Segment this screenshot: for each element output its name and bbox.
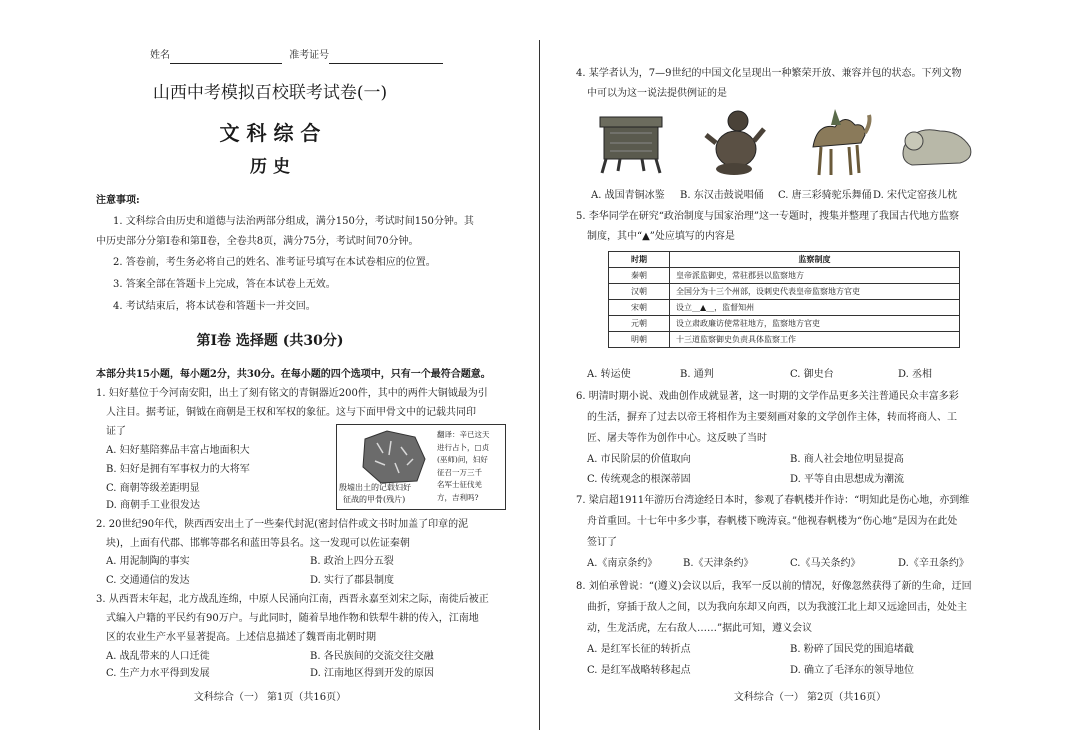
table-cell: 秦朝	[609, 268, 670, 284]
subject-title: 文 科 综 合	[219, 121, 321, 145]
table-row	[609, 268, 960, 284]
question-stem: 3. 从西晋末年起，北方战乱连绵，中原人民涌向江南，西晋永嘉至刘宋之际，南徙后被正	[96, 594, 489, 605]
notice-line: 3. 答案全部在答题卡上完成，答在本试卷上无效。	[113, 279, 336, 290]
page-footer: 文科综合（一） 第2页（共16页）	[733, 692, 887, 703]
question-stem: 证了	[106, 426, 126, 437]
exam-title: 山西中考模拟百校联考试卷(一)	[152, 83, 388, 103]
question-stem: 1. 妇好墓位于今河南安阳，出土了刻有铭文的青铜器近200件，其中的两件大铜钺最为引	[96, 388, 488, 399]
table-row	[609, 300, 960, 316]
answer-option: A. 转运使	[587, 369, 631, 380]
table-row	[609, 284, 960, 300]
question-stem: 式编入户籍的平民约有90万户。与此同时，随着旱地作物和铁犁牛耕的传入，江南地	[106, 613, 479, 624]
question-stem: 块)，上面有代郡、邯郸等郡名和蓝田等县名。这一发现可以佐证秦朝	[106, 538, 410, 549]
answer-option: B. 通判	[680, 369, 714, 380]
answer-option: A. 是红军长征的转折点	[587, 644, 691, 655]
answer-option: C. 唐三彩骑驼乐舞俑	[778, 190, 872, 201]
answer-option: D. 商朝手工业很发达	[106, 500, 201, 511]
oracle-bone-inset	[336, 424, 506, 510]
table-cell: 明朝	[609, 332, 670, 348]
answer-option: B. 粉碎了国民党的围追堵截	[790, 644, 914, 655]
question-stem: 5. 李华同学在研究“政治制度与国家治理”这一专题时，搜集并整理了我国古代地方监察	[576, 211, 959, 222]
answer-option: D. 实行了郡县制度	[310, 575, 395, 586]
answer-option: C. 御史台	[790, 369, 834, 380]
question-stem: 的生活，摒弃了过去以帝王将相作为主要刻画对象的文学创作主体，转而将商人、工	[587, 412, 957, 423]
answer-option: D. 确立了毛泽东的领导地位	[790, 665, 915, 676]
notice-line: 中历史部分分第Ⅰ卷和第Ⅱ卷，全卷共8页，满分75分，考试时间70分钟。	[96, 236, 419, 247]
notice-line: 4. 考试结束后，将本试卷和答题卡一并交回。	[113, 301, 316, 312]
question-stem: 舟首重回。十七年中多少事，春帆楼下晚涛哀。”他视春帆楼为“伤心地”是因为在此处	[587, 516, 958, 527]
name-blank	[170, 51, 282, 64]
answer-option: B. 妇好是拥有军事权力的大将军	[106, 464, 250, 475]
table-row	[609, 332, 960, 348]
answer-option: A. 市民阶层的价值取向	[587, 454, 691, 465]
answer-option: B. 各民族间的交流交往交融	[310, 651, 434, 662]
table-cell: 元朝	[609, 316, 670, 332]
question-stem: 区的农业生产水平显著提高。上述信息描述了魏晋南北朝时期	[106, 632, 376, 643]
question-stem: 7. 梁启超1911年游历台湾途经日本时，参观了春帆楼并作诗：“明知此是伤心地，亦到维	[576, 495, 970, 506]
table-cell: 全国分为十三个州部，设刺史代表皇帝监察地方官吏	[670, 284, 960, 300]
answer-option: C. 商朝等级差距明显	[106, 483, 200, 494]
table-header-row	[609, 252, 960, 268]
answer-option: C. 生产力水平得到发展	[106, 668, 210, 679]
page-footer: 文科综合（一） 第1页（共16页）	[193, 692, 347, 703]
section-title: 第Ⅰ卷 选择题 (共30分)	[196, 333, 344, 349]
notice-line: 1. 文科综合由历史和道德与法治两部分组成，满分150分，考试时间150分钟。其	[113, 216, 474, 227]
drummer-figurine-image	[694, 103, 776, 183]
answer-option: D. 宋代定窑孩儿枕	[873, 190, 958, 201]
answer-option: B. 商人社会地位明显提高	[790, 454, 904, 465]
question-stem: 匠、屠夫等作为创作中心。这反映了当时	[587, 433, 767, 444]
answer-option: D. 平等自由思想成为潮流	[790, 474, 905, 485]
question-stem: 制度，其中“▲”处应填写的内容是	[587, 231, 735, 242]
answer-option: D. 丞相	[898, 369, 933, 380]
oracle-bone-image	[357, 429, 429, 485]
name-field: 姓名 准考证号	[150, 48, 443, 64]
supervision-table	[608, 251, 960, 348]
question-stem: 动，生龙活虎，左右敌人……”据此可知，遵义会议	[587, 623, 813, 634]
bronze-ice-vessel-image	[590, 103, 672, 183]
table-cell: 皇帝派监御史，常驻郡县以监察地方	[670, 268, 960, 284]
inset-caption: 殷墟出土的记载妇好	[339, 483, 411, 492]
table-header: 监察制度	[670, 252, 960, 268]
question-stem: 中可以为这一说法提供例证的是	[587, 88, 727, 99]
answer-option: A. 妇好墓陪葬品丰富占地面积大	[106, 445, 250, 456]
answer-option: B.《天津条约》	[683, 558, 754, 569]
answer-option: B. 政治上四分五裂	[310, 556, 394, 567]
inset-translation: 翻译：辛已这天 进行占卜，□贞 (巫师)问，妇好 征召一万三千 名军士征伐羌 方，吉利吗?	[437, 430, 490, 502]
answer-option: A. 战国青铜冰鉴	[591, 190, 665, 201]
question-stem: 8. 刘伯承曾说：“(遵义)会议以后，我军一反以前的情况，好像忽然获得了新的生命，迂回	[576, 581, 972, 592]
answer-option: A. 战乱带来的人口迁徙	[106, 651, 210, 662]
answer-option: C. 交通通信的发达	[106, 575, 190, 586]
table-cell: 设立肃政廉访使常驻地方，监察地方官吏	[670, 316, 960, 332]
sub-subject-title: 历 史	[250, 157, 290, 177]
question-stem: 2. 20世纪90年代，陕西西安出土了一些秦代封泥(密封信件或文书时加盖了印章的泥	[96, 519, 469, 530]
question-stem: 6. 明清时期小说、戏曲创作成就显著，这一时期的文学作品更多关注普通民众丰富多彩	[576, 391, 959, 402]
question-stem: 人注目。据考证，铜钺在商朝是王权和军权的象征。这与下面甲骨文中的记载共同印	[106, 407, 476, 418]
table-cell: 设立__▲__，监督知州	[670, 300, 960, 316]
notice-line: 2. 答卷前，考生务必将自己的姓名、准考证号填写在本试卷相应的位置。	[113, 257, 436, 268]
question-stem: 签订了	[587, 537, 617, 548]
camel-musicians-image	[795, 103, 877, 183]
answer-option: C. 是红军战略转移起点	[587, 665, 691, 676]
answer-option: A.《南京条约》	[587, 558, 658, 569]
question-stem: 4. 某学者认为，7—9世纪的中国文化呈现出一种繁荣开放、兼容并包的状态。下列文物	[576, 68, 962, 79]
table-cell: 十三道监察御史负责具体监察工作	[670, 332, 960, 348]
inset-caption: 征战的甲骨(残片)	[343, 495, 406, 504]
answer-option: C. 传统观念的根深蒂固	[587, 474, 691, 485]
answer-option: D. 江南地区得到开发的原因	[310, 668, 435, 679]
answer-option: A. 用泥制陶的事实	[106, 556, 190, 567]
table-header: 时期	[609, 252, 670, 268]
answer-option: D.《辛丑条约》	[898, 558, 969, 569]
answer-option: C.《马关条约》	[790, 558, 861, 569]
section-intro: 本部分共15小题，每小题2分，共30分。在每小题的四个选项中，只有一个最符合题意。	[96, 369, 491, 380]
question-stem: 曲折，穿插于敌人之间，以为我向东却又向西，以为我渡江北上却又远途回击，处处主	[587, 602, 967, 613]
child-pillow-image	[896, 103, 978, 183]
notice-title: 注意事项:	[96, 195, 140, 206]
table-cell: 宋朝	[609, 300, 670, 316]
admission-blank	[329, 51, 443, 64]
table-cell: 汉朝	[609, 284, 670, 300]
answer-option: B. 东汉击鼓说唱俑	[680, 190, 764, 201]
table-row	[609, 316, 960, 332]
